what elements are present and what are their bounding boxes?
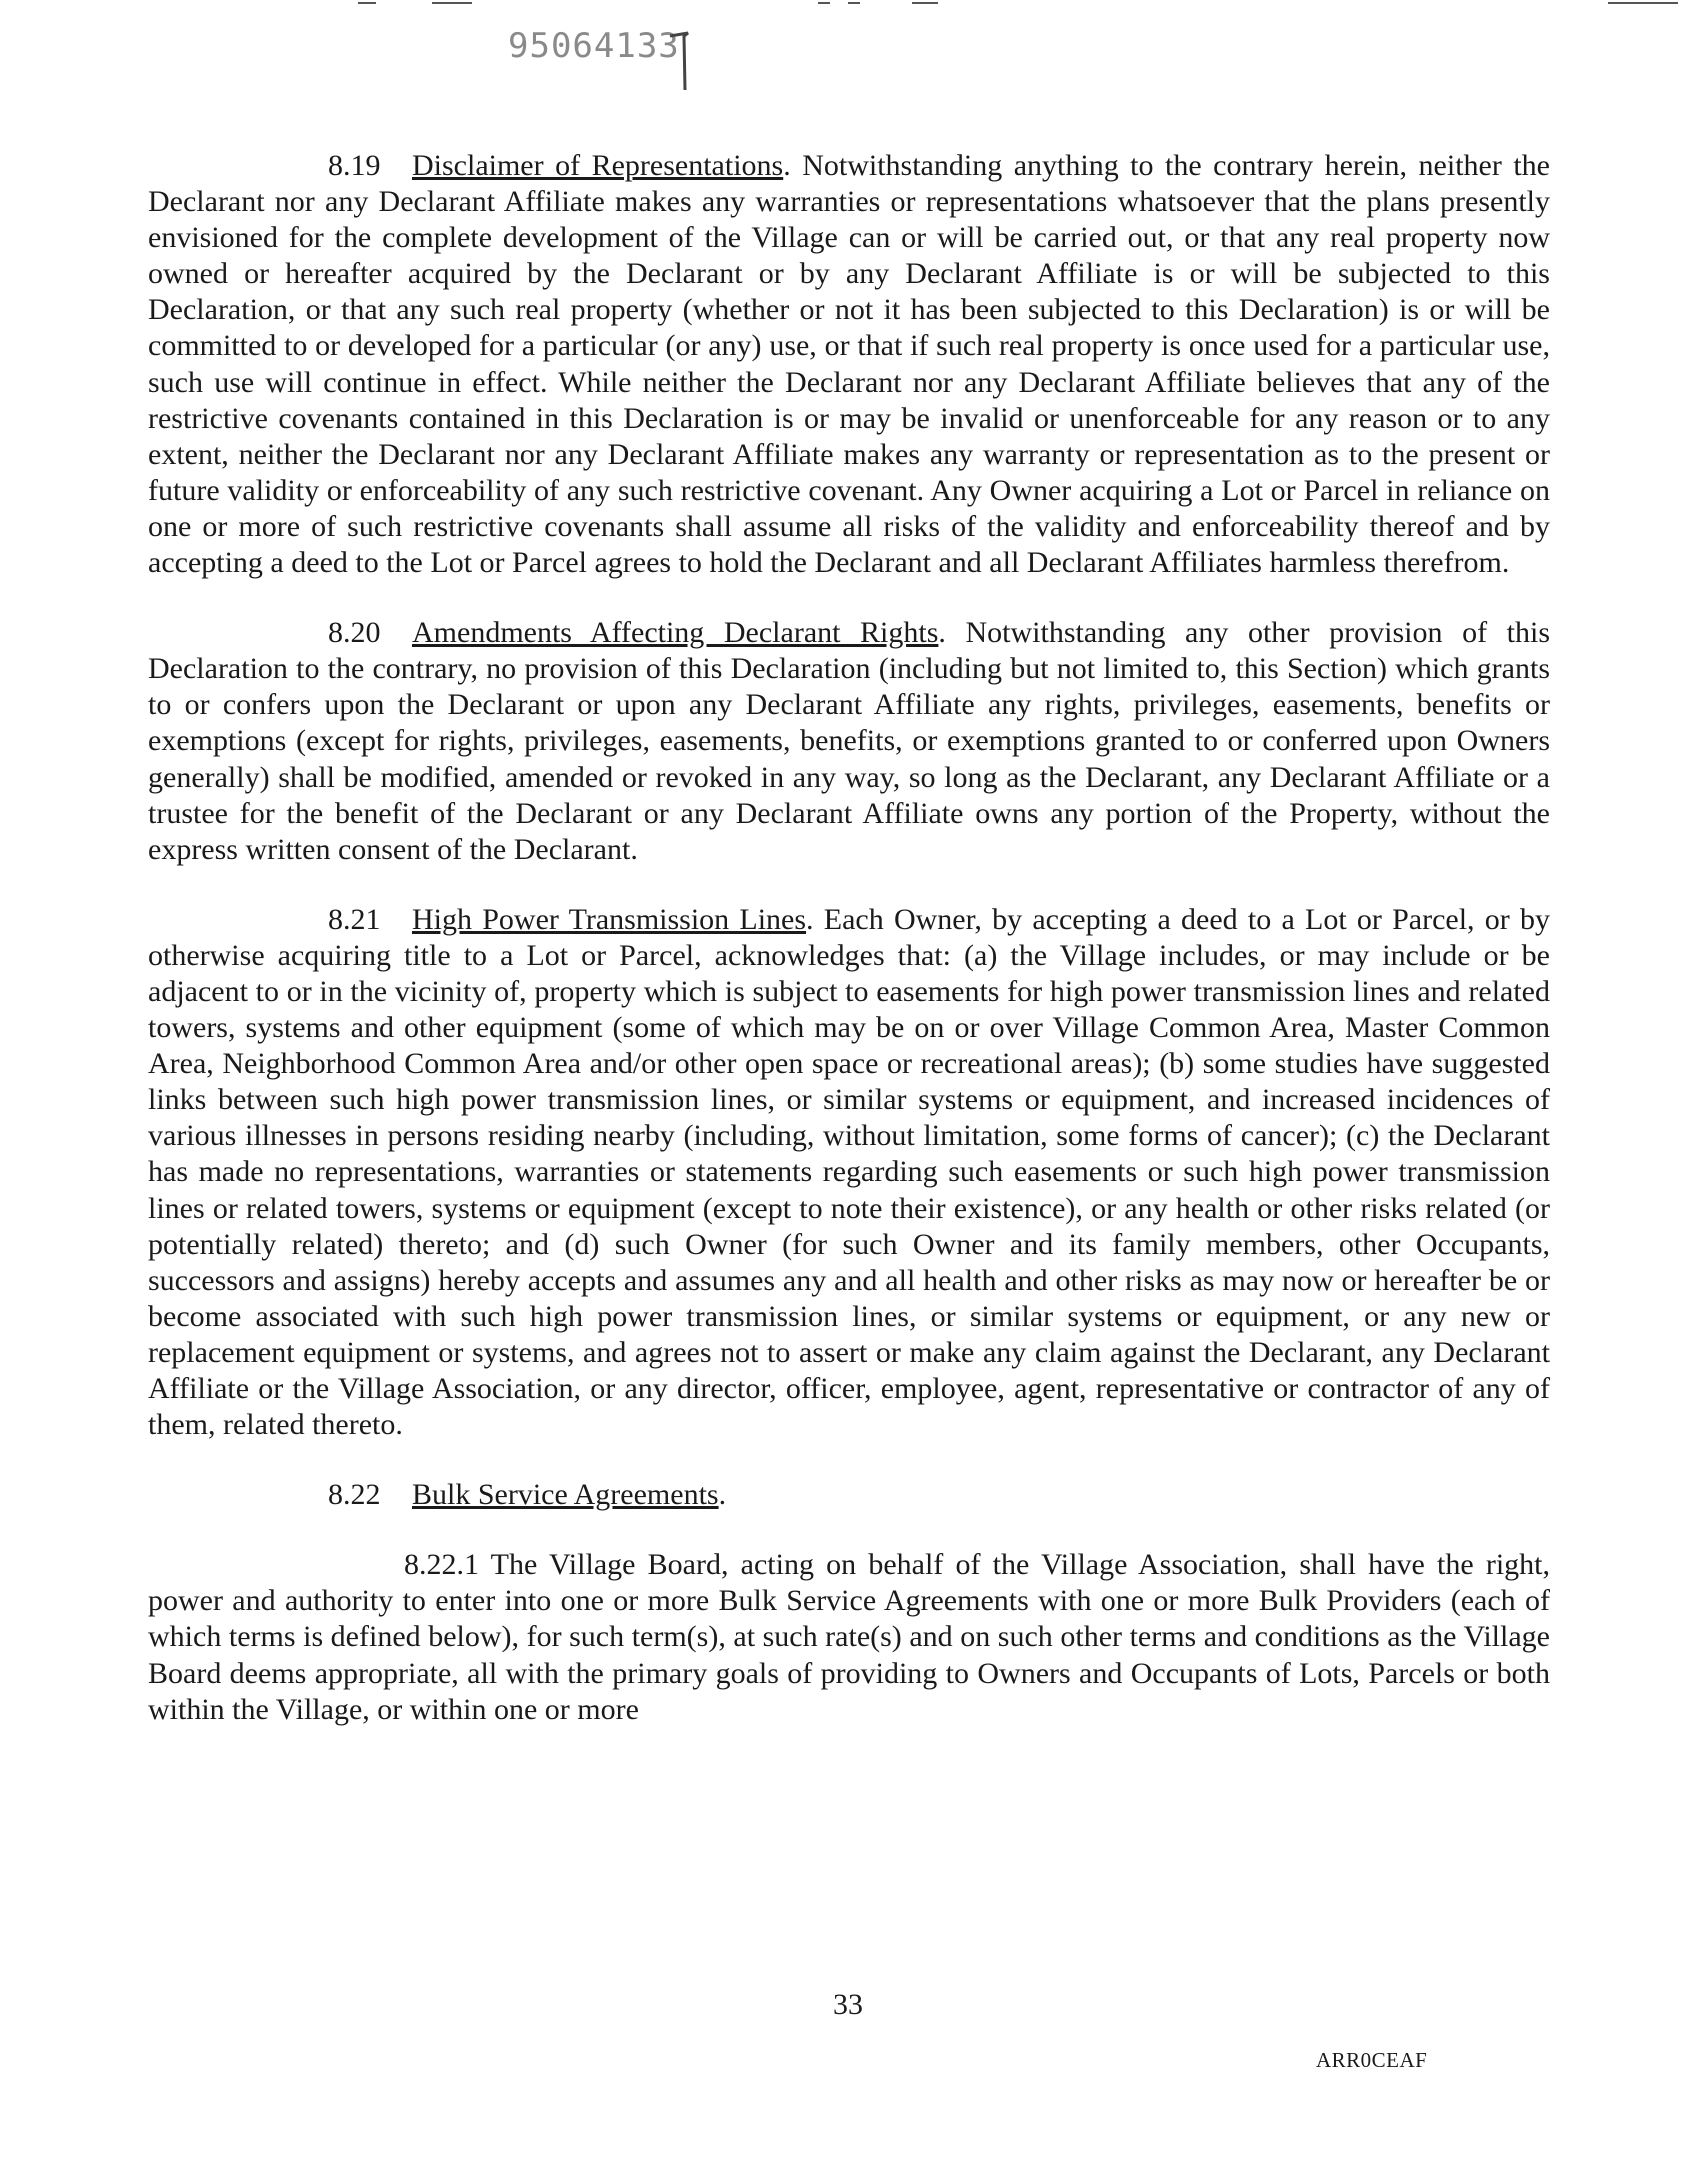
section-8-21 — [148, 902, 1550, 1443]
section-number: 8.21 — [328, 902, 381, 936]
section-heading: High Power Transmission Lines — [412, 902, 807, 936]
section-heading: Amendments Affecting Declarant Rights — [412, 616, 939, 650]
page-number: 33 — [833, 1988, 863, 2021]
stamp-bracket-mark — [668, 30, 694, 94]
section-number: 8.19 — [328, 149, 381, 182]
subsection-text: The Village Board, acting on behalf of the Village Association, shall have the right, power and authority to enter into one or more Bulk Service Agreements with one or more Bulk Providers (each of which terms is defined below), for such term(s), at such rate(s) and on such other terms and conditions as the Village Board deems appropriate, all with the primary goals of providing to Owners and Occupants of Lots, Parcels or both within the Village, or within one or more — [148, 1548, 1550, 1726]
section-8-22 — [148, 1477, 1550, 1513]
section-text: . — [718, 1478, 727, 1512]
section-text: . Notwithstanding anything to the contrary herein, neither the Declarant nor any Declarant Affiliate makes any warranties or representations whatsoever that the plans presently envisioned for the complete development of the Village can or will be carried out, or that any real property now owned or hereafter acquired by the Declarant or by any Declarant Affiliate is or will be subjected to this Declaration, or that any such real property (whether or not it has been subjected to this Declaration) is or will be committed to or developed for a particular (or any) use, or that if such real property is once used for a particular use, such use will continue in effect. While neither the Declarant nor any Declarant Affiliate believes that any of the restrictive covenants contained in this Declaration is or may be invalid or unenforceable for any reason or to any extent, neither the Declarant nor any Declarant Affiliate makes any warranty or representation as to the present or future validity or enforceability of any such restrictive covenant. Any Owner acquiring a Lot or Parcel in reliance on one or more of such restrictive covenants shall assume all risks of the validity and enforceability thereof and by accepting a deed to the Lot or Parcel agrees to hold the Declarant and all Declarant Affiliates harmless therefrom. — [148, 149, 1550, 580]
document-body — [148, 148, 1550, 1728]
section-text: . Notwithstanding any other provision of this Declaration to the contrary, no provision of this Declaration (including but not limited to, this Section) which grants to or confers upon the Declarant or upon any Declarant Affiliate any rights, privileges, easements, benefits or exemptions (except for rights, privileges, easements, benefits, or exemptions granted to or conferred upon Owners generally) shall be modified, amended or revoked in any way, so long as the Declarant, any Declarant Affiliate or a trustee for the benefit of the Declarant or any Declarant Affiliate owns any portion of the Property, without the express written consent of the Declarant. — [148, 616, 1550, 866]
document-stamp-number: 95064133 — [508, 26, 680, 66]
section-8-20 — [148, 615, 1550, 868]
document-code: ARR0CEAF — [1316, 2048, 1428, 2072]
section-heading: Bulk Service Agreements — [412, 1478, 719, 1512]
section-number: 8.20 — [328, 616, 381, 650]
section-number: 8.22 — [328, 1478, 381, 1512]
section-text: . Each Owner, by accepting a deed to a Lot or Parcel, or by otherwise acquiring title to a Lot or Parcel, acknowledges that: (a) the Village includes, or may include or be adjacent to or in the vicinity of, property which is subject to easements for high power transmission lines and related towers, systems and other equipment (some of which may be on or over Village Common Area, Master Common Area, Neighborhood Common Area and/or other open space or recreational areas); (b) some studies have suggested links between such high power transmission lines, or similar systems or equipment, and increased incidences of various illnesses in persons residing nearby (including, without limitation, some forms of cancer); (c) the Declarant has made no representations, warranties or statements regarding such easements or such high power transmission lines or related towers, systems or equipment (except to note their existence), or any health or other risks related (or potentially related) thereto; and (d) such Owner (for such Owner and its family members, other Occupants, successors and assigns) hereby accepts and assumes any and all health and other risks as may now or hereafter be or become associated with such high power transmission lines, or similar systems or equipment, or any new or replacement equipment or systems, and agrees not to assert or make any claim against the Declarant, any Declarant Affiliate or the Village Association, or any director, officer, employee, agent, representative or contractor of any of them, related thereto. — [148, 902, 1550, 1442]
scan-edge-marks — [0, 0, 1696, 14]
section-8-19 — [148, 148, 1550, 581]
subsection-8-22-1 — [148, 1547, 1550, 1727]
subsection-number: 8.22.1 — [404, 1548, 479, 1582]
section-heading: Disclaimer of Representations — [412, 149, 784, 182]
